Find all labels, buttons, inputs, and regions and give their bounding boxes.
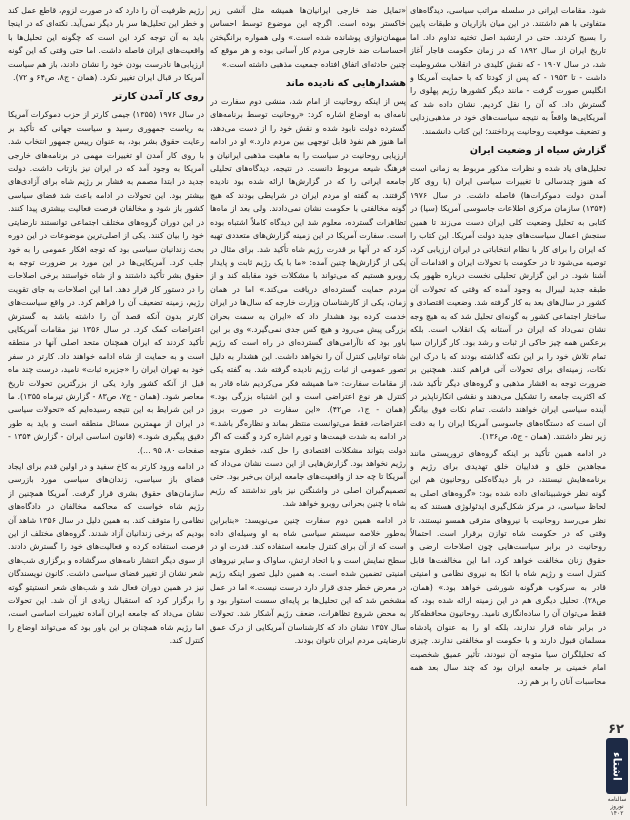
section-heading-black-report: گزارش سیاه از وضعیت ایران [469, 145, 606, 157]
section-heading-carter: روی کار آمدن کارتر [112, 91, 204, 103]
paragraph: «تمایل ضد خارجی ایرانیان‌ها همیشه مثل آتشی زیر خاکستر بوده است. اگرچه این موضوع توسط احساس میهمان‌نوازی پوشانده شده است.» ولی همواره برانگیختن احساسات ضد خارجی مردم کار آسانی بوده و هر موقع که چنین حادثه‌ای اتفاق افتاده جمعیت مذهبی داشته است.» [210, 6, 406, 69]
column-divider [206, 6, 207, 806]
logo-text: اشتاء [610, 751, 624, 781]
magazine-logo [606, 738, 628, 794]
column-left [8, 4, 204, 810]
paragraph: در ادامه همین دوم سفارت چنین می‌نویسد: «بنابراین به‌طور خلاصه سیستم سیاسی شاه به او وسیله‌ای داده است که از آن برای کنترل جامعه استفاده کند. قدرت او در سطح نمایش است و با اتحاد ارتش، ساواک و سایر نیروهای امنیتی تضمین شده است. به همین دلیل تصور اینکه رژیم در معرض خطر جدی قرار دارد درست نیست.» اما در عمل مشخص شد که این تحلیل‌ها بر پایه‌ای سست استوار بود و به محض شروع تظاهرات، ضعف رژیم آشکار شد. تحولات سال ۱۳۵۷ نشان داد که کارشناسان آمریکایی از درک عمق نارضایتی مردم ایران ناتوان بودند. [210, 515, 406, 646]
page-number: ۶۲ [608, 722, 624, 737]
paragraph: در ادامه همین تأکید بر اینکه گروه‌های تروریستی مانند مجاهدین خلق و فداییان خلق تهدیدی برای رژیم و برنامه‌هایش نیستند، در بار دیدگاه‌کلی روحانیون هم این گونه نظر خوشبینانه‌ای داده شده بود: «گروه‌های اصلی به لحاظ سیاسی، در مرکز شکل‌گیری ایدئولوژی هستند که به نظر می‌رسد روحانیت با نیروهای مترقی همسو نیستند، تا وقتی که در حکومت شاه توازن برقرار است. احتمالاً روحانیت در برابر سیاست‌هایی چون اصلاحات ارضی و حقوق زنان مخالفت خواهد کرد، اما این مخالفت‌ها قابل کنترل است و رژیم شاه با اتکا به نیروی نظامی و امنیتی قادر به سرکوب هرگونه شورشی خواهد بود.» (همان، ص۲۸). تحلیل دیگری هم در این زمینه ارائه شده بود، که فقط می‌توان آن را ساده‌انگاری نامید. روحانیون محافظه‌کار در برابر شاه قرار ندارند، بلکه او را به عنوان پادشاه مسلمان قبول دارند و با حکومت او مخالفتی ندارند. چیزی که تحلیلگران سیا متوجه آن نبودند، تأثیر عمیق شخصیت امام خمینی بر جامعه ایران بود که چند سال بعد همه محاسبات آنان را بر هم زد. [410, 448, 606, 686]
column-divider [406, 6, 407, 806]
page-margin-strip [604, 0, 630, 820]
paragraph: در ادامه ورود کارتر به کاخ سفید و در اولین قدم برای ایجاد فضای باز سیاسی، زندان‌های سیاسی مورد بازرسی سازمان‌های حقوق بشری قرار گرفت. آمریکا همچنین از رژیم شاه خواست که محاکمه مخالفان در دادگاه‌های نظامی را متوقف کند. به همین دلیل در سال ۱۳۵۶ شاهد آن بودیم که برخی زندانیان آزاد شدند. گروه‌های مختلف از این فرصت استفاده کرده و فعالیت‌های خود را گسترش دادند. از سوی دیگر انتشار نامه‌های سرگشاده و برگزاری شب‌های شعر نشان از تغییر فضای سیاسی داشت. کانون نویسندگان نیز در همین دوران فعال شد و شب‌های شعر انستیتو گوته را برگزار کرد که استقبال زیادی از آن شد. این تحولات نشان می‌داد که جامعه ایران آماده تغییرات اساسی است، اما رژیم شاه همچنان بر این باور بود که می‌تواند اوضاع را کنترل کند. [8, 462, 204, 646]
section-heading-ignored-warnings: هشدارهایی که نادیده ماند [285, 78, 406, 90]
paragraph: در سال ۱۹۷۶ (۱۳۵۵) جیمی کارتر از حزب دموکرات آمریکا به ریاست جمهوری رسید و سیاست جهانی که تأکید بر رعایت حقوق بشر بود، به عنوان رییس جمهور انتخاب شد. با روی کار آمدن او تغییرات مهمی در برنامه‌های خارجی آمریکا به وجود آمد که در ایران نیز بازتاب داشت. دولت جدید در ابتدا مصمم به فشار بر رژیم شاه برای آزادی‌های بیشتر بود. این تحولات در ادامه باعث شد فضای سیاسی کشور باز شود و مخالفان فرصت فعالیت بیشتری پیدا کنند. در این دوران گروه‌های مختلف اجتماعی توانستند نارضایتی خود را بیان کنند. یکی از اصلی‌ترین موضوعات در این دوره بحث زندانیان سیاسی بود که توجه افکار عمومی را به خود جلب کرد. آمریکایی‌ها در این مورد بر ضرورت توجه به حقوق بشر تأکید داشتند و از شاه خواستند برخی اصلاحات را در دستور کار قرار دهد. اما این اصلاحات به جای تقویت رژیم، زمینه تضعیف آن را فراهم کرد. در واقع سیاست‌های کارتر بدون آنکه قصد آن را داشته باشد به گسترش اعتراضات کمک کرد. در سال ۱۳۵۶ نیز مقامات آمریکایی تأکید کردند که ایران همچنان متحد اصلی آنها در منطقه است و به حمایت از شاه ادامه خواهند داد. کارتر در سفر خود به تهران ایران را «جزیره ثبات» نامید، درست چند ماه قبل از آنکه کشور وارد یکی از بزرگترین تحولات تاریخ معاصر شود. (همان - ج۷، ص۸۳ - گزارش تیرماه ۱۳۵۵). ما در این شرایط به این نتیجه رسیده‌ایم که «تحولات سیاسی در ایران از مهمترین مسائل منطقه است و باید به طور دقیق پیگیری شود.» (قانون اساسی ایران - گزارش ۱۳۵۴ - صفحات ۸۰، ۹۵ ...). [8, 110, 204, 455]
column-right [410, 4, 606, 810]
paragraph: رژیم ظرفیت آن را دارد که در صورت لزوم، قاطع عمل کند و خطر این تحلیل‌ها سر بار دیگر نمی‌آید. نکته‌ای که در اینجا باید به آن توجه کرد این است که چگونه این تحلیل‌ها با واقعیت‌های ایران فاصله داشت. اما حتی وقتی که این گونه ارزیابی‌ها نادرست بودن خود را نشان دادند، باز هم سیاست آمریکا در قبال ایران تغییر نکرد. (همان - ج۸، ص۶۴ و ۷۲). [8, 6, 204, 83]
paragraph: پس از اینکه روحانیت از امام شد، منشی دوم سفارت در نامه‌ای به اوضاع اشاره کرد: «روحانیت توسط برنامه‌های گسترده دولت نابود شده و نقش خود را از دست می‌دهد، اما هنوز هم نفوذ قابل توجهی بین مردم دارد.» او در ادامه ارزیابی روحانیت در سیاست را به ماهیت مذهبی ایرانیان و فرهنگ شیعه مربوط دانست. در نتیجه، دیدگاه‌های تحلیلی جامعه ایرانی را که در گزارش‌ها ارائه شده بود نادیده گرفتند. به گفته او مردم ایران در شرایطی بودند که هیچ گونه مخالفتی با حکومت نشان نمی‌دادند. ولی بعد از ماه‌ها تظاهرات گسترده، معلوم شد این دیدگاه کاملاً اشتباه بوده است. سفارت آمریکا در این زمینه گزارش‌های متعددی تهیه کرد که در آنها بر قدرت رژیم شاه تأکید شد. برای مثال در یکی از گزارش‌ها چنین آمده: «ما با یک رژیم ثابت و پایدار روبرو هستیم که می‌تواند با مشکلات خود مقابله کند و از مردم حمایت گسترده‌ای دریافت می‌کند.» اما در همان زمان، یکی از کارشناسان وزارت خارجه که سال‌ها در ایران خدمت کرده بود هشدار داد که «ایران به سمت بحران بزرگی پیش می‌رود و هیچ کس جدی نمی‌گیرد.» وی بر این باور بود که ناآرامی‌های گسترده‌ای در راه است که رژیم شاه توانایی کنترل آن را نخواهد داشت. این هشدار به دلیل تصور عمومی از ثبات رژیم نادیده گرفته شد. به گفته یکی از مقامات سفارت: «ما همیشه فکر می‌کردیم شاه قادر به کنترل هر نوع اعتراضی است و این اشتباه بزرگی بود.» (همان - ج۱، ص۴۲). «این سفارت در صورت بروز اعتراضات، فقط می‌توانست منتظر بماند و نظاره‌گر باشد.» در ادامه به شدت قیمت‌ها و تورم اشاره کرد و گفت که اگر دولت بتواند مشکلات اقتصادی را حل کند، خطری متوجه رژیم نخواهد بود. گزارش‌هایی از این دست نشان می‌داد که آمریکا تا چه حد از واقعیت‌های جامعه ایران بی‌خبر بود. حتی تصمیم‌گیران اصلی در واشنگتن نیز باور نداشتند که رژیم شاه با چنین بحرانی روبرو خواهد شد. [210, 97, 406, 509]
issue-label: سالنامه نوروز ۱۴۰۲ [607, 796, 627, 817]
paragraph: تحلیل‌های یاد شده و نظرات مذکور مربوط به زمانی است که هنوز چندسالی تا تغییرات سیاسی ایران (با روی کار آمدن دولت دموکرات‌ها) فاصله داشت. در سال ۱۹۷۶ (۱۳۵۴) سازمان مرکزی اطلاعات جاسوسی آمریکا (سیا) در کتابی به تحلیل وضعیت کلی ایران دست می‌زند تا همین سنجش اعمال سیاست‌های جدید دولت آمریکا. این کتاب را که ایران را برای کار با نظام انتخاباتی در ایران ارزیابی کرد، توصیه می‌شود تا در حکومت با تحولات ایران و اقدامات آن آشنا شود. در این گزارش تحلیلی نخست درباره ظهور یک طبقه جدید لیبرال به وجود آمده که وقتی که تحولات آن کشور در سال‌های بعد به کار گرفته شد. وضعیت اقتصادی و ساختار اجتماعی کشور به گونه‌ای تحلیل شد که به هیچ وجه نشان نمی‌داد که ایران در آستانه یک انقلاب است. بلکه برعکس همه چیز حاکی از ثبات و رشد بود. کار گزاران سیا تمام تلاش خود را بر این نکته گذاشته بودند که با درک این نکات، زمینه‌ای برای تحولات آتی فراهم کنند. همچنین بر ضرورت توجه به اقشار مذهبی و گروه‌های دیگر تأکید شد، که اکثریت جامعه را تشکیل می‌دهند و نقشی انکارناپذیر در آینده سیاسی ایران خواهند داشت. تمام نکات فوق بیانگر آن است که دستگاه‌های جاسوسی آمریکا ایران را به دقت زیر نظر داشتند. (همان - ج۵، ص۱۳۶). [410, 164, 606, 442]
column-middle [210, 4, 406, 810]
paragraph: شود. مقامات ایرانی در سلسله مراتب سیاسی، دیدگاه‌های متفاوتی با هم داشتند. در این میان بازاریان و طبقات پایین را بسیج کردند. حتی در ارتشبد اصل تختیه تداوم داد. اما تاریخ ایران از سال ۱۸۹۲ که در زمان حکومت قاجار آغاز شد، در سال ۱۹۰۷ - که نقش کلیدی در انقلاب مشروطیت داشت - تا ۱۹۵۳ - که پس از کودتا که با حمایت آمریکا و انگلیس صورت گرفت - مانند دیگر کشورها رژیم پهلوی را گسترش داد. که آن را نقل کردیم. نشان داده شد که آمریکایی‌ها واقعاً به نتیجه سیاست‌های خود در مذهبی‌زدایی و تضعیف موقعیت روحانیت پرداختند؛ این کتاب دانشمند. [410, 6, 606, 136]
